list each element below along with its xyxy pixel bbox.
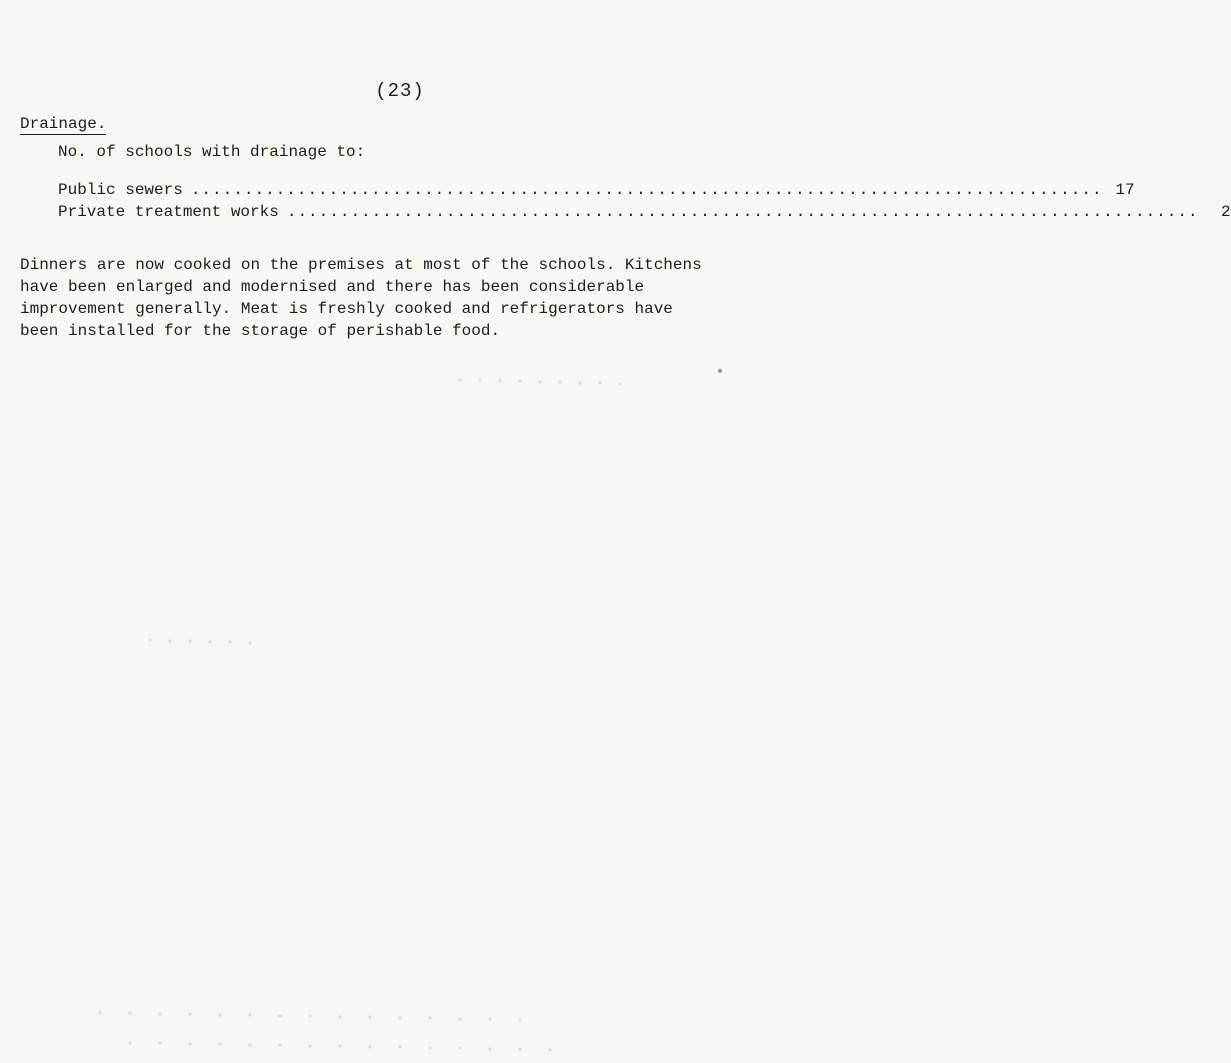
drainage-row-label: Public sewers	[58, 181, 183, 199]
drainage-row-private-treatment	[58, 203, 1231, 221]
leader-dots: ......................................................................................	[286, 203, 1199, 221]
dinners-paragraph	[20, 254, 710, 342]
drainage-row-label: Private treatment works	[58, 203, 279, 221]
page-number: (23)	[375, 80, 425, 102]
drainage-row-value: 2	[1220, 203, 1231, 221]
drainage-row-public-sewers	[58, 181, 1135, 199]
dinners-paragraph-text: Dinners are now cooked on the premises at most of the schools. Kitchens have been enlarged and modernised and there has been considerable improvement generally. Meat is freshly cooked and refrigerators have been installed for the storage of perishable food.	[20, 256, 702, 340]
drainage-row-value: 17	[1115, 181, 1135, 199]
leader-dots: ......................................................................................	[190, 181, 1103, 199]
drainage-intro: No. of schools with drainage to:	[58, 143, 366, 161]
section-heading: Drainage.	[20, 115, 107, 133]
